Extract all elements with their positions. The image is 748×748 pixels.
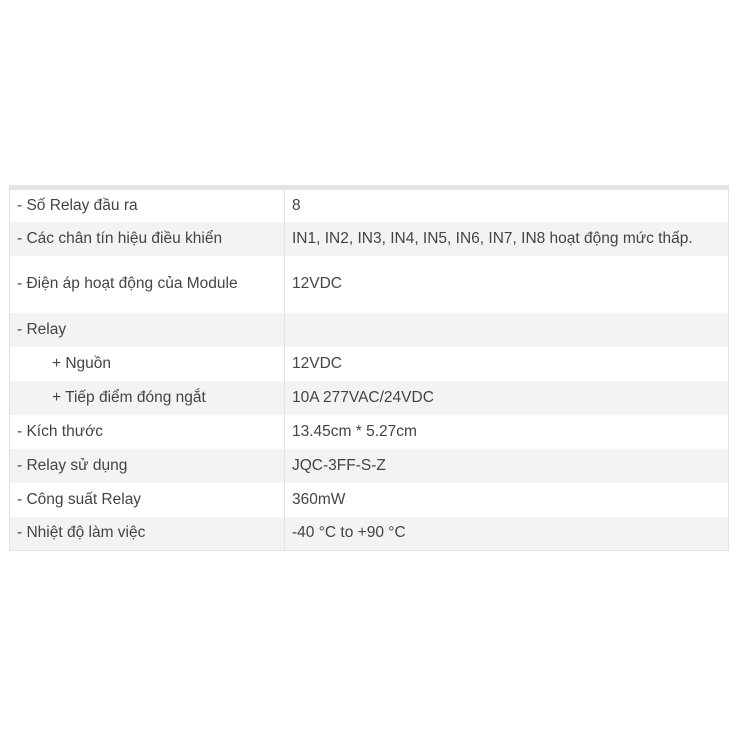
spec-value: 12VDC — [285, 256, 729, 313]
table-row — [10, 222, 729, 256]
table-row — [10, 517, 729, 551]
spec-sublabel: + Nguồn — [10, 347, 285, 381]
spec-value: 10A 277VAC/24VDC — [285, 381, 729, 415]
spec-table — [9, 185, 729, 551]
table-row — [10, 415, 729, 449]
table-row — [10, 381, 729, 415]
spec-value — [285, 313, 729, 347]
spec-label: - Relay sử dụng — [10, 449, 285, 483]
table-row — [10, 347, 729, 381]
spec-label: - Nhiệt độ làm việc — [10, 517, 285, 551]
spec-value: 360mW — [285, 483, 729, 517]
spec-label: - Các chân tín hiệu điều khiển — [10, 222, 285, 256]
spec-value: IN1, IN2, IN3, IN4, IN5, IN6, IN7, IN8 hoạt động mức thấp. — [285, 222, 729, 256]
spec-label: - Công suất Relay — [10, 483, 285, 517]
spec-value: JQC-3FF-S-Z — [285, 449, 729, 483]
table-row — [10, 313, 729, 347]
spec-value: -40 °C to +90 °C — [285, 517, 729, 551]
spec-value: 12VDC — [285, 347, 729, 381]
spec-value: 13.45cm * 5.27cm — [285, 415, 729, 449]
spec-label: - Relay — [10, 313, 285, 347]
table-row — [10, 256, 729, 313]
spec-value: 8 — [285, 188, 729, 222]
spec-label: - Kích thước — [10, 415, 285, 449]
table-row — [10, 483, 729, 517]
spec-label: - Điện áp hoạt động của Module — [10, 256, 285, 313]
table-row — [10, 188, 729, 222]
spec-sublabel: + Tiếp điểm đóng ngắt — [10, 381, 285, 415]
table-row — [10, 449, 729, 483]
spec-label: - Số Relay đầu ra — [10, 188, 285, 222]
